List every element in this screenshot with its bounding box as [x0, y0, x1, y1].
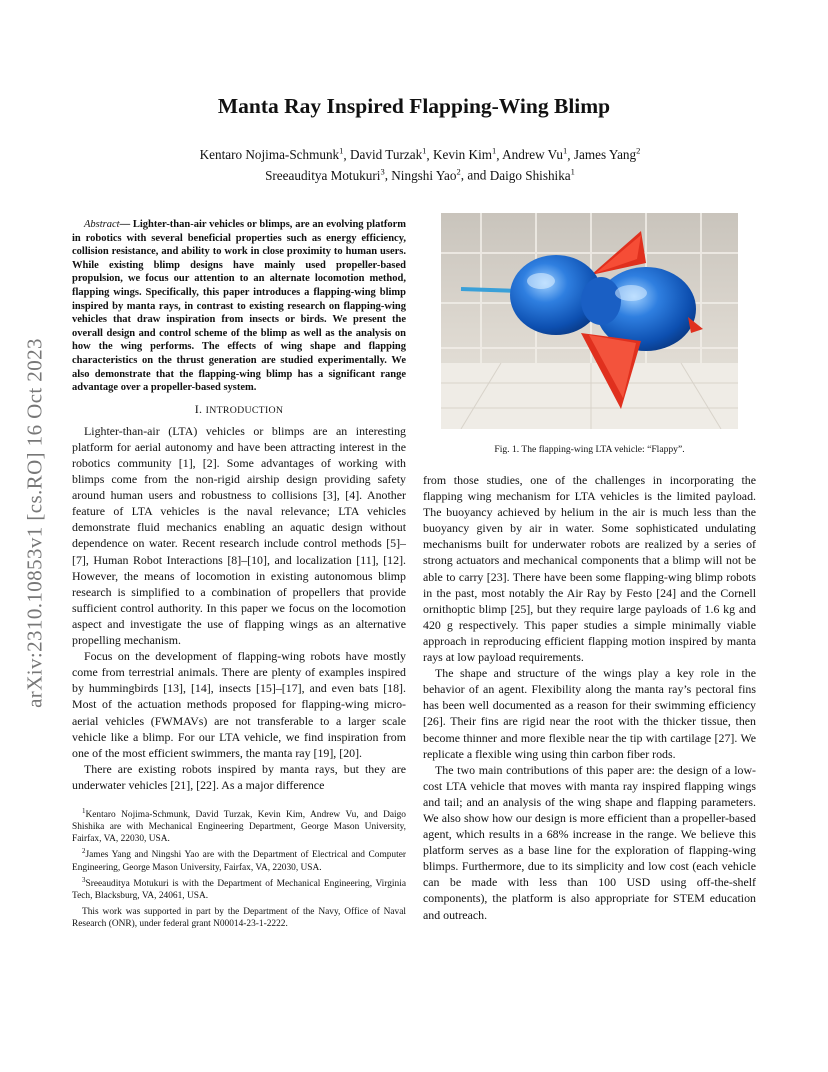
paragraph: Focus on the development of flapping-wing robots have mostly come from terrestrial animals. There are plenty of examples inspired by hummingbirds [13], [14], insects [15]–[17], and even bats [18]. Most of the actuation methods proposed for flapping-wing micro-aerial vehicles (FWMAVs) are not transferable to a larger scale vehicle like a blimp. For our LTA vehicle, we find inspiration from one of the most efficient swimmers, the manta ray [19], [20].	[72, 649, 406, 760]
paragraph: The shape and structure of the wings play a key role in the behavior of an agent. Flexibility along the manta ray’s pectoral fins has been well documented as a reason for their swimming efficiency [26]. Their fins are rigid near the root with the thicker tissue, then become thinner and more flexible near the tip with cartilage [27]. We replicate a flexible wing using thin carbon fiber rods.	[423, 666, 756, 761]
author-list: Kentaro Nojima-Schmunk$^1$, David Turzak$^1$, Kevin Kim$^1$, Andrew Vu$^1$, James Yang$^2$ Sreeauditya Motukuri$^3$, Ningshi Yao$^2$, and Daigo Shishika$^1$	[199, 146, 641, 183]
paper-title: Manta Ray Inspired Flapping-Wing Blimp	[217, 94, 611, 118]
abstract: Abstract— Lighter-than-air vehicles or blimps, are an evolving platform in robotics with several beneficial properties such as energy efficiency, collision resistance, and ability to work in close proximity to human users. While existing blimp designs have mainly used propeller-based propulsion, we focus our attention to an alternate locomotion method, flapping wings. Specifically, this paper introduces a flapping-wing blimp inspired by manta rays, in contrast to existing research on flapping-wing vehicles that draw inspiration from insects or birds. We present the overall design and control scheme of the blimp as well as the analysis on how the wing performs. The effects of wing shape and flapping characteristics on the thrust generation are studied experimentally. We also demonstrate that the flapping-wing blimp has a significant range advantage over a propeller-based system.	[72, 219, 406, 394]
author: Andrew Vu$^1$	[502, 146, 568, 163]
author: Sreeauditya Motukuri$^3$	[265, 166, 385, 183]
footnote: $^2$James Yang and Ningshi Yao are with the Department of Electrical and Computer Engineering, George Mason University, Fairfax, VA, 22030, USA.	[72, 847, 406, 873]
blimp-photo	[441, 213, 738, 429]
figure-flappy-photo	[441, 213, 738, 429]
section-heading: I. INTRODUCTION	[194, 401, 284, 416]
abstract-label: Abstract	[84, 219, 120, 230]
author: James Yang$^2$	[573, 146, 641, 163]
paragraph: There are existing robots inspired by manta rays, but they are underwater vehicles [21], [22]. As a major difference	[72, 761, 406, 792]
paragraph: Lighter-than-air (LTA) vehicles or blimps are an interesting platform for aerial autonomy and have been attracting interest in the robotics community [1], [2]. Some advantages of working with blimps come from the non-rigid airship design providing safety around human users and robustness to collisions [3], [4]. Another feature of LTA vehicles is the naval relevance; LTA vehicles demonstrate fluid mechanics enabling an aquatic design without dependence on water. Recent research include control methods [5]–[7], Human Robot Interactions [8]–[10], and localization [11], [12]. However, the means of locomotion in existing autonomous blimp research is simplified to a combination of propellers that provide sufficient control authority. In this paper we focus on the locomotion aspect and investigate the use of flapping wings as an alternative propelling mechanism.	[72, 423, 406, 648]
figure-caption: Fig. 1. The flapping-wing LTA vehicle: “Flappy”.	[494, 444, 685, 455]
author: Daigo Shishika$^1$	[489, 166, 575, 183]
footnote: $^1$Kentaro Nojima-Schmunk, David Turzak, Kevin Kim, Andrew Vu, and Daigo Shishika are with Mechanical Engineering Department, George Mason University, Fairfax, VA, 22030, USA.	[72, 806, 406, 845]
footnotes	[72, 805, 406, 930]
paragraph: The two main contributions of this paper are: the design of a low-cost LTA vehicle that moves with manta ray inspired flapping wings and tail; and an analysis of the wing shape and flapping parameters. We also show how our design is more efficient than a propeller-based agent, which results in a 68% increase in the range. We believe this platform serves as a base line for the exploration of flapping-wing blimps. Furthermore, due to its simplicity and low cost (each vehicle can be made with less than 100 USD using off-the-shelf components), the platform is also appropriate for STEM education and outreach.	[423, 762, 756, 922]
arxiv-side-identifier: arXiv:2310.10853v1 [cs.RO] 16 Oct 2023	[22, 338, 47, 708]
author: Kevin Kim$^1$	[433, 146, 497, 163]
left-column	[72, 218, 406, 930]
footnote: This work was supported in part by the Department of the Navy, Office of Naval Research (ONR), under federal grant N00014-23-1-2222.	[72, 907, 406, 930]
author: Ningshi Yao$^2$	[391, 166, 461, 183]
paragraph: from those studies, one of the challenges in incorporating the flapping wing mechanism for LTA vehicles is the limited payload. The buoyancy achieved by helium in the air is much less than the buoyancy given by air in water. Some sophisticated undulating mechanisms built for underwater robots are realized by a series of strong actuators and mechanical components that a blimp will not be able to carry [23]. There have been some flapping-wing blimp robots in the past, most notably the Air Ray by Festo [24] and the Cornell ornithoptic blimp [25], but they require large payloads of 1.6 kg and 420 g respectively. This paper studies a simple minimally viable approach in reproducing efficient flapping motion inspired by manta rays at low payload requirements.	[423, 473, 756, 665]
author: David Turzak$^1$	[350, 146, 427, 163]
author: Kentaro Nojima-Schmunk$^1$	[199, 146, 344, 163]
right-column	[423, 472, 756, 923]
footnote: $^3$Sreeauditya Motukuri is with the Department of Mechanical Engineering, Virginia Tech, Blacksburg, VA, 24061, USA.	[72, 875, 406, 901]
